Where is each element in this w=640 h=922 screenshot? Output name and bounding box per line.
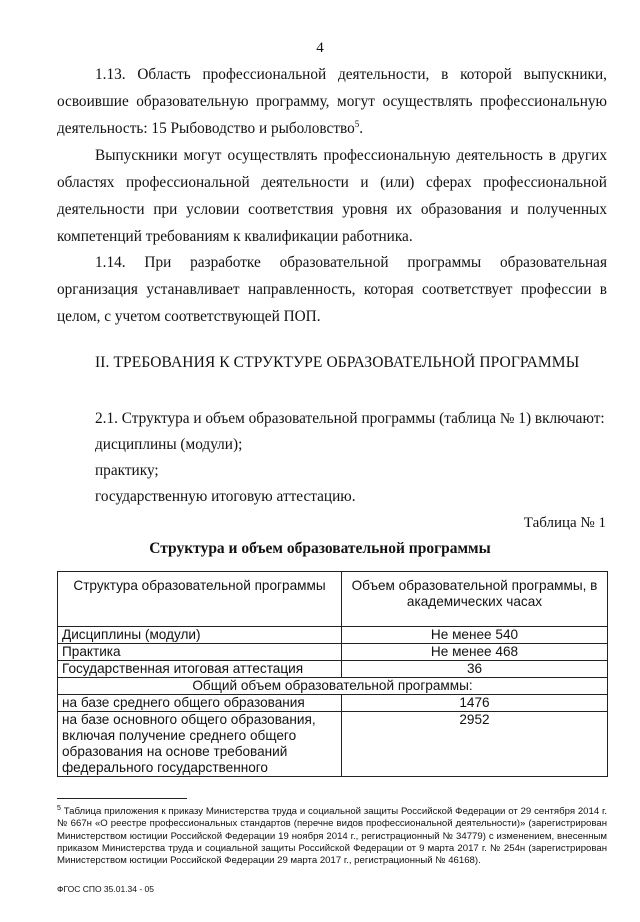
row-practice-label: Практика <box>58 644 342 661</box>
table-header-row <box>58 572 608 627</box>
header-structure: Структура образовательной программы <box>58 572 342 627</box>
row-basic-label: на базе основного общего образования, включая получение среднего общего образования на основе требований федерального государственного <box>58 712 342 777</box>
row-secondary-value: 1476 <box>342 695 608 712</box>
footnote-marker: 5 <box>57 805 61 812</box>
table-row <box>58 644 608 661</box>
paragraph-1-13-text: 1.13. Область профессиональной деятельности, в которой выпускники, освоившие образовательную программу, могут осуществлять профессиональную деятельность: 15 Рыбоводство и рыболовство <box>57 66 607 137</box>
table-row <box>58 627 608 644</box>
table-title: Структура и объем образовательной программы <box>149 540 491 557</box>
table-row <box>58 678 608 695</box>
paragraph-1-14-text: 1.14. При разработке образовательной программы образовательная организация устанавливает направленность, которая соответствует профессии в целом, с учетом соответствующей ПОП. <box>57 254 607 325</box>
row-gia-value: 36 <box>342 661 608 678</box>
header-volume: Объем образовательной программы, в академических часах <box>342 572 608 627</box>
table-row <box>58 712 608 777</box>
paragraph-1-13-end: . <box>359 120 364 137</box>
footnote-divider <box>57 798 187 799</box>
paragraph-1-14 <box>57 249 607 330</box>
table-row <box>58 661 608 678</box>
row-disciplines-label: Дисциплины (модули) <box>58 627 342 644</box>
paragraph-graduates <box>57 142 607 250</box>
row-gia-label: Государственная итоговая аттестация <box>58 661 342 678</box>
page-number: 4 <box>316 40 324 56</box>
list-item-disciplines: дисциплины (модули); <box>95 436 243 453</box>
section-heading: II. ТРЕБОВАНИЯ К СТРУКТУРЕ ОБРАЗОВАТЕЛЬНОЙ ПРОГРАММЫ <box>95 354 580 371</box>
list-item-practice: практику; <box>95 462 159 479</box>
table-row <box>58 695 608 712</box>
paragraph-1-13 <box>57 61 607 142</box>
row-basic-value: 2952 <box>342 712 608 777</box>
footnote <box>57 803 607 867</box>
document-code: ФГОС СПО 35.01.34 - 05 <box>57 884 155 894</box>
footnote-text: Таблица приложения к приказу Министерства труда и социальной защиты Российской Федерации от 29 сентября 2014 г. № 667н «О реестре профессиональных стандартов (перечне видов профессиональной деятельности)» (зарегистрирован Министерством юстиции Российской Федерации 19 ноября 2014 г., регистрационный № 34779) с изменением, внесенным приказом Министерства труда и социальной защиты Российской Федерации от 9 марта 2017 г. № 254н (зарегистрирован Министерством юстиции Российской Федерации 29 марта 2017 г., регистрационный № 46168). <box>57 806 607 866</box>
table-caption: Таблица № 1 <box>523 515 606 531</box>
row-disciplines-value: Не менее 540 <box>342 627 608 644</box>
structure-table <box>57 571 608 777</box>
section-intro: 2.1. Структура и объем образовательной программы (таблица № 1) включают: <box>95 410 605 427</box>
row-secondary-label: на базе среднего общего образования <box>58 695 342 712</box>
row-total-label: Общий объем образовательной программы: <box>58 678 608 695</box>
paragraph-graduates-text: Выпускники могут осуществлять профессиональную деятельность в других областях профессиональной деятельности и (или) сферах профессиональной деятельности при условии соответствия уровня их образования и полученных компетенций требованиям к квалификации работника. <box>57 147 607 245</box>
footnote-ref-5: 5 <box>354 118 360 129</box>
row-practice-value: Не менее 468 <box>342 644 608 661</box>
list-item-attestation: государственную итоговую аттестацию. <box>95 488 356 505</box>
